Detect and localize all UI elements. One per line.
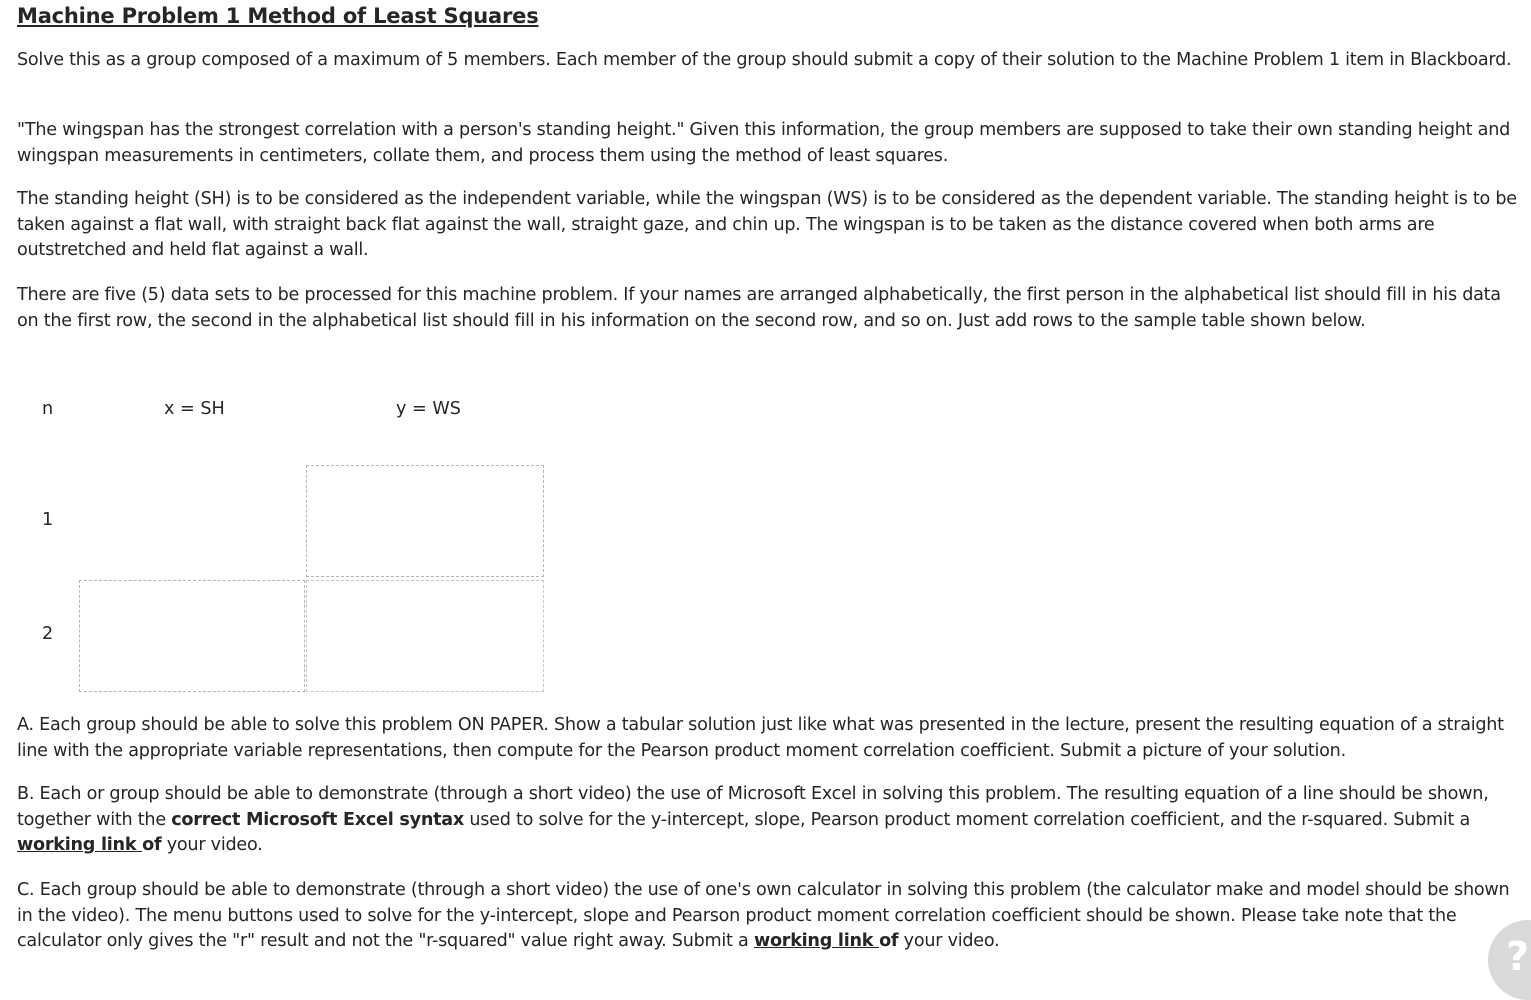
part-b-text-3: your video. [161,835,263,855]
part-b-text-2: used to solve for the y-intercept, slope, Pearson product moment correlation coefficient, and the r-squared. Submit a [463,809,1471,830]
part-b-excel-syntax: correct Microsoft Excel syntax [171,809,464,830]
table-cell-row1-ws[interactable] [306,465,544,577]
part-c-working-link[interactable]: working link [753,931,880,951]
paragraph-group-instructions: Solve this as a group composed of a maximum of 5 members. Each member of the group should submit a copy of their solution to the Machine Problem 1 item in Blackboard. [17,50,1512,70]
paragraph-variables: The standing height (SH) is to be considered as the independent variable, while the wingspan (WS) is to be considered as the dependent variable. The standing height is to be taken against a flat wall, with straight back flat against the wall, straight gaze, and chin up. The wingspan is to be taken as the distance covered when both arms are outstretched and held flat against a wall. [17,189,1517,260]
paragraph-part-a: A. Each group should be able to solve this problem ON PAPER. Show a tabular solution just like what was presented in the lecture, present the resulting equation of a straight line with the appropriate variable representations, then compute for the Pearson product moment correlation coefficient. Submit a picture of your solution. [17,715,1504,761]
part-b-working-link[interactable]: working link [17,835,143,855]
page-title: Machine Problem 1 Method of Least Squares [17,4,539,28]
paragraph-data-sets: There are five (5) data sets to be processed for this machine problem. If your names are arranged alphabetically, the first person in the alphabetical list should fill in his data on the first row, the second in the alphabetical list should fill in his information on the second row, and so on. Just add rows to the sample table shown below. [17,285,1501,331]
part-c-of: of [879,931,899,951]
part-b-of: of [142,835,162,855]
table-cell-row2-sh[interactable] [79,580,305,692]
table-row-2-n: 2 [42,624,54,644]
table-row-1-n: 1 [42,510,54,530]
table-cell-row2-ws[interactable] [306,580,544,692]
part-c-text-1: C. Each group should be able to demonstrate (through a short video) the use of one's own calculator in solving this problem (the calculator make and model should be shown in the video). The menu buttons used to solve for the y-intercept, slope and Pearson product moment correlation coefficient should be shown. Please take note that the calculator only gives the "r" result and not the "r-squared" value right away. Submit a [17,880,1510,951]
table-header-x-sh: x = SH [164,399,225,419]
question-mark-icon: ? [1506,934,1530,980]
part-b-text-1: B. Each or group should be able to demonstrate (through a short video) the use of Microsoft Excel in solving this problem. The resulting equation of a line should be shown, together with the [17,784,1489,830]
table-header-n: n [42,399,54,419]
paragraph-wingspan-quote: "The wingspan has the strongest correlation with a person's standing height." Given this information, the group members are supposed to take their own standing height and wingspan measurements in centimeters, collate them, and process them using the method of least squares. [17,120,1511,166]
part-c-text-3: your video. [898,931,1000,951]
paragraph-part-b [17,782,1522,859]
paragraph-part-c [17,878,1522,955]
table-header-y-ws: y = WS [396,399,461,419]
